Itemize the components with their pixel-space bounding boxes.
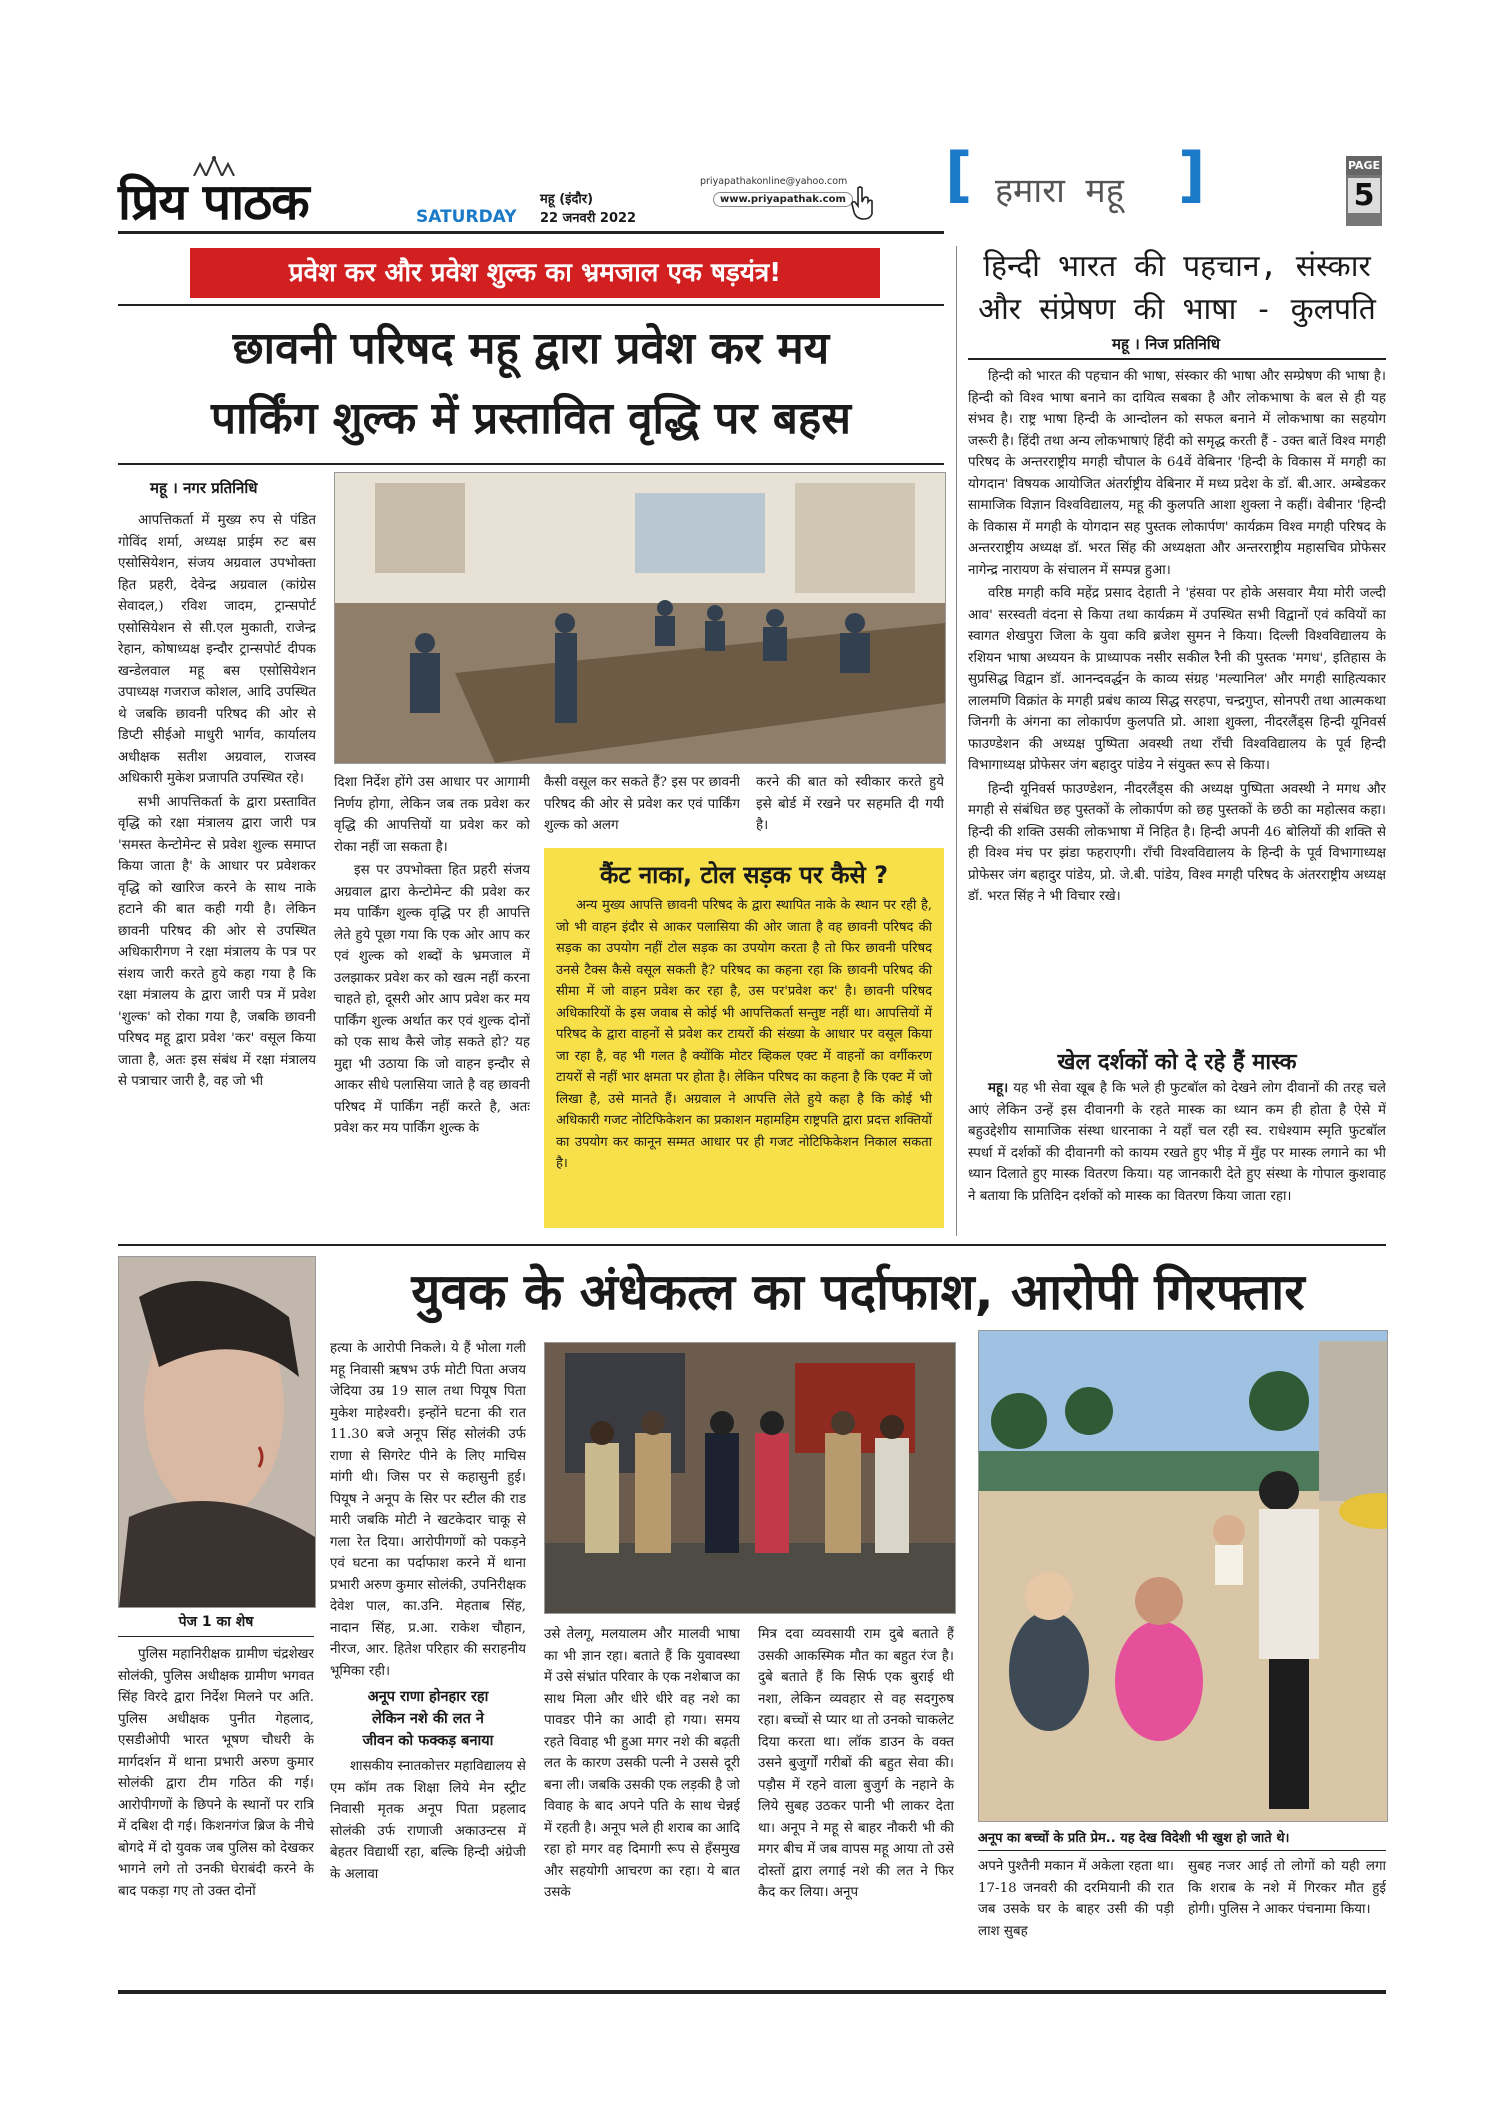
lead-byline: महू । नगर प्रतिनिधि bbox=[150, 479, 258, 497]
paragraph: इस पर उपभोक्ता हित प्रहरी संजय अग्रवाल द्वारा केन्टोमेन्ट की प्रवेश कर मय पार्किंग शुल्क वृद्धि पर ही आपत्ति लेते हुये पूछा गया कि एक ओर आप कर एवं शुल्क को शब्दों के भ्रमजाल में उलझाकर प्रवेश कर को खत्म नहीं करना चाहते हो, दूसरी ओर आप प्रवेश कर मय पार्किंग शुल्क अर्थात कर एवं शुल्क दोनों को एक साथ कैसे जोड़ सकते हो? यह मुद्दा भी उठाया कि जो वाहन इन्दौर से आकर सीधे पलासिया जाते है वह छावनी परिषद में पार्किंग नहीं करते है, अतः प्रवेश कर मय पार्किंग शुल्क के bbox=[334, 863, 530, 1136]
paragraph: कैसी वसूल कर सकते हैं? इस पर छावनी परिषद की ओर से प्रवेश कर एवं पार्किंग शुल्क को अलग bbox=[544, 775, 740, 833]
kicker-rule bbox=[118, 304, 944, 306]
toll-info-box bbox=[544, 848, 944, 1228]
anoop-subhead-line-1: अनूप राणा होनहार रहा bbox=[367, 1689, 489, 1705]
lead-column-4 bbox=[756, 772, 944, 842]
place-label: महू (इंदौर) bbox=[540, 192, 594, 207]
lead-column-1 bbox=[118, 510, 316, 1240]
lead-kicker-text: प्रवेश कर और प्रवेश शुल्क का भ्रमजाल एक षड़यंत्र! bbox=[288, 258, 782, 288]
date-label: 22 जनवरी 2022 bbox=[540, 211, 637, 226]
paragraph: आपत्तिकर्ता में मुख्य रुप से पंडित गोविंद शर्मा, अध्यक्ष प्राईम रुट बस एसोसियेशन, संजय अग्रवाल उपभोक्ता हित प्रहरी, देवेन्द्र अग्रवाल (कांग्रेस सेवादल,) रविश जादम, ट्रान्सपोर्ट एसोसियेशन से सी.एल मुकाती, राजेन्द्र रेहान, कोषाध्यक्ष इन्दौर ट्रान्सपोर्ट दीपक खन्डेलवाल महू बस एसोसियेशन उपाध्यक्ष गजराज कोशल, आदि उपस्थित थे जबकि छावनी परिषद की ओर से डिप्टी सीईओ माधुरी भार्गव, कार्यालय अधीक्षक सतीश अग्रवाल, राजस्व अधिकारी मुकेश प्रजापति उपस्थित रहे। bbox=[118, 513, 316, 786]
section-rule bbox=[118, 1244, 1386, 1246]
paragraph: दिशा निर्देश होंगे उस आधार पर आगामी निर्णय होगा, लेकिन जब तक प्रवेश कर वृद्धि की आपत्तियों या प्रवेश कर को रोका नहीं जा सकता है। bbox=[334, 775, 530, 855]
arrest-photo bbox=[544, 1342, 956, 1614]
section-bracket-open: [ bbox=[945, 140, 973, 210]
masthead-logo: प्रिय पाठक bbox=[118, 173, 309, 231]
paragraph: करने की बात को स्वीकार करते हुये इसे बोर्ड में रखने पर सहमति दी गयी है। bbox=[756, 775, 944, 833]
paragraph: वरिष्ठ मगही कवि महेंद्र प्रसाद देहाती ने 'हंसवा पर होके असवार मैया मोरी जल्दी आव' सरस्वती वंदना से किया तथा कार्यक्रम में उपस्थित सभी विद्वानों एवं कवियों का स्वागत शेखपुरा जिला के युवा कवि ब्रजेश सुमन ने किया। दिल्ली विश्वविद्यालय के रशियन भाषा अध्ययन के प्राध्यापक नसीर सकील रैनी की पुस्तक 'मगध', इतिहास के सुप्रसिद्ध विद्वान डॉ. आनन्दवर्द्धन के काव्य संग्रह 'मल्यानिल' और मगही साहित्यकार लालमणि विक्रांत के मगही प्रबंध काव्य सिद्ध सरहपा, चन्द्रगुप्त, सोनपरी तथा आत्मकथा जिनगी के अंगना का लोकार्पण कुलपति प्रो. आशा शुक्ला, नीदरलैंड्स हिन्दी यूनिवर्स फाउण्डेशन की अध्यक्ष पुष्पिता अवस्थी तथा राँची विश्वविद्यालय के पूर्व हिन्दी विभागाध्यक्ष प्रोफेसर जंग बहादुर पांडेय ने संयुक्त रूप से किया। bbox=[968, 586, 1386, 773]
toll-box-text: अन्य मुख्य आपत्ति छावनी परिषद के द्वारा स्थापित नाके के स्थान पर रही है, जो भी वाहन इंदौर से आकर पलासिया की ओर जाता है वह छावनी परिषद की सड़क का उपयोग नहीं टोल सड़क का उपयोग करता है तो फिर छावनी परिषद उनसे टैक्स कैसे वसूल सकती है? परिषद का कहना रहा कि छावनी परिषद की सीमा में जो वाहन प्रवेश कर रहा है, उस पर'प्रवेश कर' है। छावनी परिषद अधिकारियों के इस जवाब से कोई भी आपत्तिकर्ता सन्तुष्ट नहीं था। आपत्तियों में परिषद के द्वारा वाहनों से प्रवेश कर टायरों की संख्या के आधार पर वसूल किया जा रहा है, वह भी गलत है क्योंकि मोटर व्हिकल एक्ट में वाहनों का वर्गीकरण टायरों से नहीं भार क्षमता पर होता है। लेकिन परिषद का कहना है कि एक्ट में जो लिखा है, उसे मानते हैं। अग्रवाल ने आपत्ति लेते हुये कहा है कि कोई भी अधिकारी गजट नोटिफिकेशन का प्रकाशन महामहिम राष्ट्रपति द्वारा प्रदत्त शक्तियों का उपयोग कर कानून सम्मत आधार पर ही गजट नोटिफिकेशन निकाल सकता है। bbox=[556, 898, 932, 1171]
beach-photo-caption: अनूप का बच्चों के प्रति प्रेम.. यह देख विदेशी भी खुश हो जाते थे। bbox=[978, 1831, 1290, 1846]
anoop-subhead bbox=[330, 1686, 526, 1752]
mask-text: यह भी सेवा खूब है कि भले ही फुटबॉल को देखने लोग दीवानों की तरह चले आएं लेकिन उन्हें इस दीवानगी के रहते मास्क का ध्यान कम ही होता है ऐसे में बहुउद्देशीय सामाजिक संस्था धारनाका ने यहाँ चल रही स्व. राधेश्याम स्मृति फुटबॉल स्पर्धा में दर्शकों की दीवानगी को कायम रखते हुए भीड़ में मुँह पर मास्क लगाने का भी ध्यान दिलाते हुए मास्क वितरण किया। यह जानकारी देते हुए संस्था के गोपाल कुशवाह ने बताया कि प्रतिदिन दर्शकों को मास्क का वितरण किया जाता रहा। bbox=[968, 1081, 1386, 1204]
lead-kicker bbox=[190, 248, 880, 298]
paragraph: अपने पुश्तैनी मकान में अकेला रहता था। 17-18 जनवरी की दरमियानी की रात जब उसके घर के बाहर उसी की पड़ी लाश सुबह bbox=[978, 1859, 1174, 1939]
paragraph: शासकीय स्नातकोत्तर महाविद्यालय से एम कॉम तक शिक्षा लिये मेन स्ट्रीट निवासी मृतक अनूप पिता प्रहलाद सोलंकी उर्फ राणाजी अकाउन्टस में बेहतर विद्यार्थी रहा, बल्कि हिन्दी अंग्रेजी के अलावा bbox=[330, 1759, 526, 1882]
hindi-byline: महू । निज प्रतिनिधि bbox=[1112, 335, 1220, 353]
caption-rule bbox=[118, 1636, 314, 1637]
hindi-headline-2: और संप्रेषण की भाषा - कुलपति bbox=[978, 292, 1376, 327]
crime-headline: युवक के अंधेकत्ल का पर्दाफाश, आरोपी गिरफ्तार bbox=[411, 1263, 1305, 1321]
beach-photo bbox=[978, 1330, 1388, 1822]
crime-column-2 bbox=[330, 1338, 526, 1986]
paragraph: उसे तेलगू, मलयालम और मालवी भाषा का भी ज्ञान रहा। बताते हैं कि युवावस्था में उसे संभ्रांत परिवार के एक नशेबाज का साथ मिला और धीरे धीरे वह नशे का पावडर पीने का आदी हो गया। समय रहते विवाह भी हुआ मगर नशे की बढ़ती लत के कारण उसकी पत्नी ने उससे दूरी बना ली। जबकि उसकी एक लड़की है जो विवाह के बाद अपने पति के साथ चेन्नई में रहती है। अनूप भले ही शराब का आदि रहा हो मगर वह दिमागी रूप से हँसमुख और सहयोगी आचरण का रहा। ये बात उसके bbox=[544, 1627, 740, 1900]
page-number: 5 bbox=[1348, 178, 1380, 213]
masthead-underline bbox=[118, 231, 944, 234]
crime-column-1 bbox=[118, 1644, 314, 1984]
lead-column-3 bbox=[544, 772, 740, 842]
mask-dateline: महू। bbox=[988, 1080, 1009, 1096]
email-text: priyapathakonline@yahoo.com bbox=[700, 176, 848, 187]
paragraph: हिन्दी को भारत की पहचान की भाषा, संस्कार की भाषा और सम्प्रेषण की भाषा है। हिन्दी को विश्व भाषा बनाने का दायित्व सबका है और लोकभाषा के बल से ही यह संभव है। राष्ट्र भाषा हिन्दी के आन्दोलन को सफल बनाने में लोकभाषा का सहयोग जरूरी है। हिंदी तथा अन्य लोकभाषाएं हिंदी को समृद्ध करती हैं - उक्त बातें विश्व मगही परिषद के अन्तरराष्ट्रीय मगही चौपाल के 64वें वेबिनार 'हिन्दी के विकास में मगही का योगदान' विषयक आयोजित अंतर्राष्ट्रीय वेबिनार में मध्य प्रदेश के डॉ. बी.आर. अम्बेडकर सामाजिक विज्ञान विश्वविद्यालय, महू की कुलपति आशा शुक्ला ने कहीं। वेबीनार 'हिन्दी के विकास में मगही के योगदान सह पुस्तक लोकार्पण' कार्यक्रम विश्व मगही परिषद के अन्तरराष्ट्रीय अध्यक्ष डॉ. भरत सिंह की अध्यक्षता और अन्तरराष्ट्रीय महासचिव प्रोफेसर नागेन्द्र नारायण के संचालन में सम्पन्न हुआ। bbox=[968, 369, 1386, 578]
paragraph: सभी आपत्तिकर्ता के द्वारा प्रस्तावित वृद्धि को रक्षा मंत्रालय द्वारा जारी पत्र 'समस्त केन्टोमेन्ट से प्रवेश शुल्क समाप्त किया जाता है' के आधार पर प्रवेशकर वृद्धि को खारिज करने के साथ नाके हटाने की बात कही गयी है। लेकिन छावनी परिषद की ओर से उपस्थित अधिकारीगण ने रक्षा मंत्रालय के पत्र पर संशय जारी करते हुये कहा गया है कि रक्षा मंत्रालय के द्वारा जारी पत्र में प्रवेश 'शुल्क' को रोका गया है, जबकि छावनी परिषद महू द्वारा प्रवेश 'कर' वसूल किया जाता है, अतः इस संबंध में रक्षा मंत्रालय से पत्राचार जारी है, वह जो भी bbox=[118, 794, 316, 1089]
toll-box-title: कैंट नाका, टोल सड़क पर कैसे ? bbox=[599, 861, 889, 889]
mask-headline: खेल दर्शकों को दे रहे हैं मास्क bbox=[1057, 1050, 1297, 1075]
crime-column-6 bbox=[1188, 1856, 1386, 1986]
mask-article-body bbox=[968, 1078, 1386, 1236]
lead-column-2 bbox=[334, 772, 530, 1237]
column-divider bbox=[956, 246, 957, 1236]
headline-rule bbox=[118, 463, 944, 465]
paragraph: मित्र दवा व्यवसायी राम दुबे बताते हैं उसकी आकस्मिक मौत का बहुत रंज है। दुबे बताते हैं कि सिर्फ एक बुराई थी नशा, लेकिन व्यवहार से वह सदगुरुष रहा। बच्चों से प्यार था तो उनको चाकलेट दिया करता था। लॉक डाउन के वक्त उसने बुजुर्गों गरीबों की बहुत सेवा की। पड़ौस में रहने वाला बुजुर्ग के नहाने के लिये सुबह उठकर पानी भी लाकर देता था। अनूप ने महू से बाहर नौकरी भी की मगर बीच में जब वापस महू आया तो उसे दोस्तों द्वारा लगाई नशे की लत ने फिर कैद कर लिया। अनूप bbox=[758, 1627, 954, 1900]
victim-photo-caption: पेज 1 का शेष bbox=[178, 1614, 254, 1630]
temple-logo-icon bbox=[192, 156, 236, 176]
page-bottom-rule bbox=[118, 1990, 1386, 1994]
paragraph: सुबह नजर आई तो लोगों को यही लगा कि शराब के नशे में गिरकर मौत हुई होगी। पुलिस ने आकर पंचनामा किया। bbox=[1188, 1859, 1386, 1917]
paragraph: हत्या के आरोपी निकले। ये हैं भोला गली महू निवासी ऋषभ उर्फ मोटी पिता अजय जेदिया उम्र 19 साल तथा पियूष पिता मुकेश माहेश्वरी। इन्होंने घटना की रात 11.30 बजे अनूप सिंह सोलंकी उर्फ राणा से सिगरेट पीने के लिए माचिस मांगी थी। जिस पर से कहासुनी हुई। पियूष ने अनूप के सिर पर स्टील की राड मारी जबकि मोटी ने खटकेदार चाकू से गला रेत दिया। आरोपीगणों को पकड़ने एवं घटना का पर्दाफाश करने में थाना प्रभारी अरुण कुमार सोलंकी, उपनिरीक्षक देवेश पाल, का.उनि. मेहताब सिंह, नादान सिंह, प्र.आ. राकेश चौहान, नीरज, आर. हितेश परिहार की सराहनीय भूमिका रही। bbox=[330, 1341, 526, 1679]
page-label: PAGE bbox=[1346, 156, 1382, 175]
crime-column-3 bbox=[544, 1624, 740, 1986]
anoop-subhead-line-2: लेकिन नशे की लत ने bbox=[372, 1711, 484, 1727]
crime-column-4 bbox=[758, 1624, 954, 1986]
meeting-photo bbox=[334, 472, 946, 764]
section-title: हमारा महू bbox=[995, 171, 1124, 211]
website-link[interactable]: www.priyapathak.com bbox=[713, 192, 853, 207]
hand-cursor-icon bbox=[850, 186, 876, 224]
lead-headline-2: पार्किंग शुल्क में प्रस्तावित वृद्धि पर बहस bbox=[211, 393, 851, 444]
beach-caption-rule bbox=[978, 1850, 1386, 1851]
victim-photo bbox=[118, 1256, 316, 1608]
paragraph bbox=[968, 1078, 1386, 1207]
crime-column-5 bbox=[978, 1856, 1174, 1986]
lead-headline-1: छावनी परिषद महू द्वारा प्रवेश कर मय bbox=[232, 323, 830, 374]
hindi-byline-rule bbox=[968, 358, 1386, 360]
paragraph: पुलिस महानिरीक्षक ग्रामीण चंद्रशेखर सोलंकी, पुलिस अधीक्षक ग्रामीण भगवत सिंह विरदे द्वारा निर्देश मिलने पर अति. पुलिस अधीक्षक पुनीत गेहलाद, एसडीओपी भारत भूषण चौधरी के मार्गदर्शन में थाना प्रभारी अरुण कुमार सोलंकी द्वारा टीम गठित की गई। आरोपीगणों के छिपने के स्थानों पर रात्रि में दबिश दी गई। किशनगंज ब्रिज के नीचे बोगदे में दो युवक जब पुलिस को देखकर भागने लगे तो उनकी घेराबंदी करने के बाद पकड़ा गए तो उक्त दोनों bbox=[118, 1647, 314, 1899]
section-bracket-close: ] bbox=[1178, 140, 1206, 210]
anoop-subhead-line-3: जीवन को फक्कड़ बनाया bbox=[362, 1733, 494, 1749]
paragraph: हिन्दी यूनिवर्स फाउण्डेशन, नीदरलैंड्स की अध्यक्ष पुष्पिता अवस्थी ने मगध और मगही से संबंधित छह पुस्तकों के लोकार्पण को छह पुस्तकों के छठी का महोत्सव कहा। हिन्दी की शक्ति उसकी लोकभाषा में निहित है। हिन्दी अपनी 46 बोलियों की शक्ति से ही विश्व मंच पर झंडा फहराएगी। राँची विश्वविद्यालय के हिन्दी के पूर्व विभागाध्यक्ष प्रोफेसर जंग बहादुर पांडेय, प्रो. जे.बी. पांडेय, विश्व मगही परिषद के अंतरराष्ट्रीय अध्यक्ष डॉ. भरत सिंह ने भी विचार रखे। bbox=[968, 781, 1386, 904]
hindi-headline-1: हिन्दी भारत की पहचान, संस्कार bbox=[983, 249, 1371, 284]
day-label: SATURDAY bbox=[416, 207, 517, 227]
hindi-article-body bbox=[968, 366, 1386, 1046]
page-badge bbox=[1346, 156, 1382, 226]
